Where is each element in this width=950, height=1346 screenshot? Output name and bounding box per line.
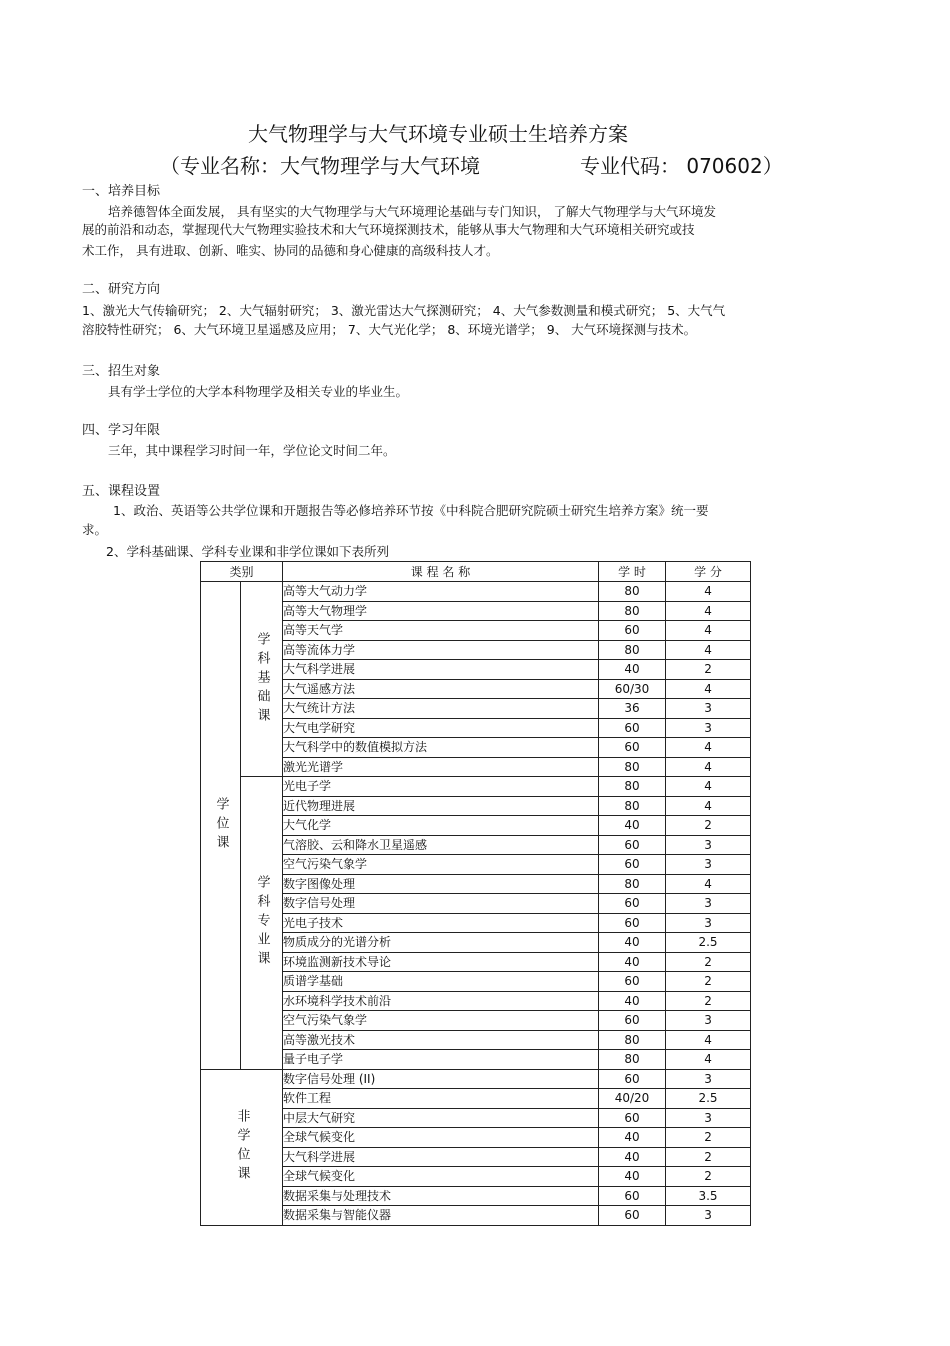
goals-line-1: 培养德智体全面发展， 具有坚实的大气物理学与大气环境理论基础与专门知识， 了解大气物理学与大气环境发 xyxy=(108,204,716,219)
course-hours: 40 xyxy=(599,1128,666,1148)
course-hours: 60 xyxy=(599,738,666,758)
course-hours: 80 xyxy=(599,796,666,816)
course-hours: 60 xyxy=(599,835,666,855)
subgroup-basic xyxy=(241,582,283,777)
table-row xyxy=(201,1167,751,1187)
course-hours: 80 xyxy=(599,1050,666,1070)
table-row xyxy=(201,1011,751,1031)
course-name: 高等激光技术 xyxy=(283,1030,599,1050)
table-row xyxy=(201,699,751,719)
course-name: 数字图像处理 xyxy=(283,874,599,894)
section-heading-duration: 四、学习年限 xyxy=(82,423,161,438)
course-name: 数字信号处理 (II) xyxy=(283,1069,599,1089)
course-credits: 3 xyxy=(666,1206,751,1226)
table-row xyxy=(201,660,751,680)
course-hours: 60 xyxy=(599,972,666,992)
course-hours: 60 xyxy=(599,1011,666,1031)
courses-line-1: 1、政治、英语等公共学位课和开题报告等必修培养环节按《中科院合肥研究院硕士研究生培养方案》统一要 xyxy=(113,503,709,518)
table-row xyxy=(201,621,751,641)
course-name: 环境监测新技术导论 xyxy=(283,952,599,972)
course-credits: 4 xyxy=(666,1030,751,1050)
table-row xyxy=(201,640,751,660)
course-hours: 60 xyxy=(599,1186,666,1206)
section-heading-courses: 五、课程设置 xyxy=(82,484,161,499)
course-credits: 2 xyxy=(666,1147,751,1167)
table-header-row xyxy=(201,562,751,582)
course-name: 数据采集与智能仪器 xyxy=(283,1206,599,1226)
table-row xyxy=(201,855,751,875)
course-hours: 60 xyxy=(599,894,666,914)
course-credits: 2 xyxy=(666,816,751,836)
course-name: 光电子技术 xyxy=(283,913,599,933)
course-name: 空气污染气象学 xyxy=(283,1011,599,1031)
goals-line-3: 术工作， 具有进取、创新、唯实、协同的品德和身心健康的高级科技人才。 xyxy=(82,243,499,258)
course-hours: 80 xyxy=(599,777,666,797)
course-name: 质谱学基础 xyxy=(283,972,599,992)
course-hours: 60 xyxy=(599,855,666,875)
table-row xyxy=(201,718,751,738)
research-line-1: 1、激光大气传输研究； 2、大气辐射研究； 3、激光雷达大气探测研究； 4、大气参数测量和模式研究； 5、大气气 xyxy=(82,303,726,318)
course-name: 大气遥感方法 xyxy=(283,679,599,699)
table-row xyxy=(201,1128,751,1148)
course-credits: 4 xyxy=(666,874,751,894)
header-category: 类别 xyxy=(201,562,283,582)
courses-line-3: 2、学科基础课、学科专业课和非学位课如下表所列 xyxy=(106,544,389,559)
table-row xyxy=(201,777,751,797)
course-credits: 4 xyxy=(666,777,751,797)
section-heading-research: 二、研究方向 xyxy=(82,282,161,297)
course-hours: 60 xyxy=(599,1108,666,1128)
course-name: 大气化学 xyxy=(283,816,599,836)
course-name: 大气科学中的数值模拟方法 xyxy=(283,738,599,758)
subgroup-major-label: 学科专业课 xyxy=(254,875,270,971)
course-credits: 2 xyxy=(666,991,751,1011)
course-credits: 3 xyxy=(666,894,751,914)
table-row xyxy=(201,1186,751,1206)
goals-line-2: 展的前沿和动态，掌握现代大气物理实验技术和大气环境探测技术，能够从事大气物理和大气环境相关研究或技 xyxy=(82,222,695,237)
duration-line: 三年，其中课程学习时间一年，学位论文时间二年。 xyxy=(108,443,396,458)
table-row xyxy=(201,816,751,836)
course-credits: 3 xyxy=(666,855,751,875)
course-name: 水环境科学技术前沿 xyxy=(283,991,599,1011)
table-row xyxy=(201,913,751,933)
course-hours: 60 xyxy=(599,621,666,641)
course-hours: 60 xyxy=(599,913,666,933)
table-row xyxy=(201,952,751,972)
table-row xyxy=(201,991,751,1011)
table-row xyxy=(201,757,751,777)
major-code: 专业代码： 070602） xyxy=(580,154,783,178)
course-name: 高等大气动力学 xyxy=(283,582,599,602)
course-name: 全球气候变化 xyxy=(283,1167,599,1187)
course-name: 数字信号处理 xyxy=(283,894,599,914)
course-name: 高等大气物理学 xyxy=(283,601,599,621)
course-credits: 3.5 xyxy=(666,1186,751,1206)
table-row xyxy=(201,972,751,992)
course-credits: 4 xyxy=(666,582,751,602)
course-credits: 4 xyxy=(666,738,751,758)
course-hours: 80 xyxy=(599,601,666,621)
group-nondegree xyxy=(201,1069,283,1225)
course-name: 高等天气学 xyxy=(283,621,599,641)
course-name: 物质成分的光谱分析 xyxy=(283,933,599,953)
header-credits: 学 分 xyxy=(666,562,751,582)
course-name: 大气电学研究 xyxy=(283,718,599,738)
table-row xyxy=(201,582,751,602)
course-hours: 36 xyxy=(599,699,666,719)
course-credits: 3 xyxy=(666,1011,751,1031)
section-heading-goals: 一、培养目标 xyxy=(82,184,161,199)
course-credits: 4 xyxy=(666,796,751,816)
course-name: 量子电子学 xyxy=(283,1050,599,1070)
course-hours: 40 xyxy=(599,933,666,953)
course-name: 数据采集与处理技术 xyxy=(283,1186,599,1206)
course-hours: 40 xyxy=(599,1147,666,1167)
course-credits: 2.5 xyxy=(666,933,751,953)
table-row xyxy=(201,738,751,758)
subgroup-major xyxy=(241,777,283,1070)
course-hours: 40 xyxy=(599,1167,666,1187)
table-row xyxy=(201,1069,751,1089)
table-row xyxy=(201,1206,751,1226)
course-hours: 40 xyxy=(599,660,666,680)
course-hours: 80 xyxy=(599,1030,666,1050)
course-hours: 80 xyxy=(599,874,666,894)
course-credits: 3 xyxy=(666,718,751,738)
research-line-2: 溶胶特性研究； 6、大气环境卫星遥感及应用； 7、大气光化学； 8、环境光谱学； 9、 大气环境探测与技术。 xyxy=(82,322,697,337)
courses-line-2: 求。 xyxy=(82,522,108,537)
course-credits: 4 xyxy=(666,679,751,699)
course-name: 中层大气研究 xyxy=(283,1108,599,1128)
header-course-name: 课 程 名 称 xyxy=(283,562,599,582)
course-name: 全球气候变化 xyxy=(283,1128,599,1148)
course-hours: 80 xyxy=(599,640,666,660)
course-credits: 4 xyxy=(666,601,751,621)
course-credits: 2 xyxy=(666,952,751,972)
table-row xyxy=(201,874,751,894)
course-hours: 40 xyxy=(599,991,666,1011)
course-name: 激光光谱学 xyxy=(283,757,599,777)
course-name: 大气科学进展 xyxy=(283,1147,599,1167)
course-hours: 60 xyxy=(599,1206,666,1226)
course-name: 大气科学进展 xyxy=(283,660,599,680)
course-hours: 60 xyxy=(599,1069,666,1089)
course-credits: 4 xyxy=(666,640,751,660)
course-credits: 3 xyxy=(666,835,751,855)
course-name: 软件工程 xyxy=(283,1089,599,1109)
table-row xyxy=(201,835,751,855)
course-name: 空气污染气象学 xyxy=(283,855,599,875)
course-credits: 2 xyxy=(666,1128,751,1148)
course-name: 大气统计方法 xyxy=(283,699,599,719)
course-name: 气溶胶、云和降水卫星遥感 xyxy=(283,835,599,855)
course-credits: 3 xyxy=(666,913,751,933)
course-hours: 40/20 xyxy=(599,1089,666,1109)
course-hours: 80 xyxy=(599,582,666,602)
subgroup-basic-label: 学科基础课 xyxy=(254,631,270,727)
table-row xyxy=(201,796,751,816)
table-row xyxy=(201,1030,751,1050)
group-degree xyxy=(201,582,241,1070)
course-credits: 4 xyxy=(666,621,751,641)
course-name: 光电子学 xyxy=(283,777,599,797)
course-credits: 2 xyxy=(666,972,751,992)
header-hours: 学 时 xyxy=(599,562,666,582)
table-row xyxy=(201,679,751,699)
course-table xyxy=(200,561,751,1226)
course-credits: 4 xyxy=(666,757,751,777)
course-name: 高等流体力学 xyxy=(283,640,599,660)
course-credits: 2 xyxy=(666,1167,751,1187)
course-hours: 60/30 xyxy=(599,679,666,699)
page-title: 大气物理学与大气环境专业硕士生培养方案 xyxy=(248,122,628,146)
major-name: （专业名称：大气物理学与大气环境 xyxy=(160,154,480,178)
section-heading-enrollment: 三、招生对象 xyxy=(82,364,161,379)
course-hours: 60 xyxy=(599,718,666,738)
course-credits: 3 xyxy=(666,1069,751,1089)
course-credits: 2 xyxy=(666,660,751,680)
course-hours: 40 xyxy=(599,952,666,972)
course-credits: 3 xyxy=(666,1108,751,1128)
table-row xyxy=(201,1050,751,1070)
table-row xyxy=(201,1108,751,1128)
course-hours: 80 xyxy=(599,757,666,777)
table-row xyxy=(201,894,751,914)
table-row xyxy=(201,933,751,953)
course-credits: 3 xyxy=(666,699,751,719)
table-row xyxy=(201,1089,751,1109)
enrollment-line: 具有学士学位的大学本科物理学及相关专业的毕业生。 xyxy=(108,384,409,399)
course-name: 近代物理进展 xyxy=(283,796,599,816)
table-row xyxy=(201,601,751,621)
group-nondegree-label: 非学位课 xyxy=(234,1109,250,1185)
course-hours: 40 xyxy=(599,816,666,836)
course-credits: 2.5 xyxy=(666,1089,751,1109)
course-credits: 4 xyxy=(666,1050,751,1070)
table-row xyxy=(201,1147,751,1167)
group-degree-label: 学位课 xyxy=(213,796,229,854)
